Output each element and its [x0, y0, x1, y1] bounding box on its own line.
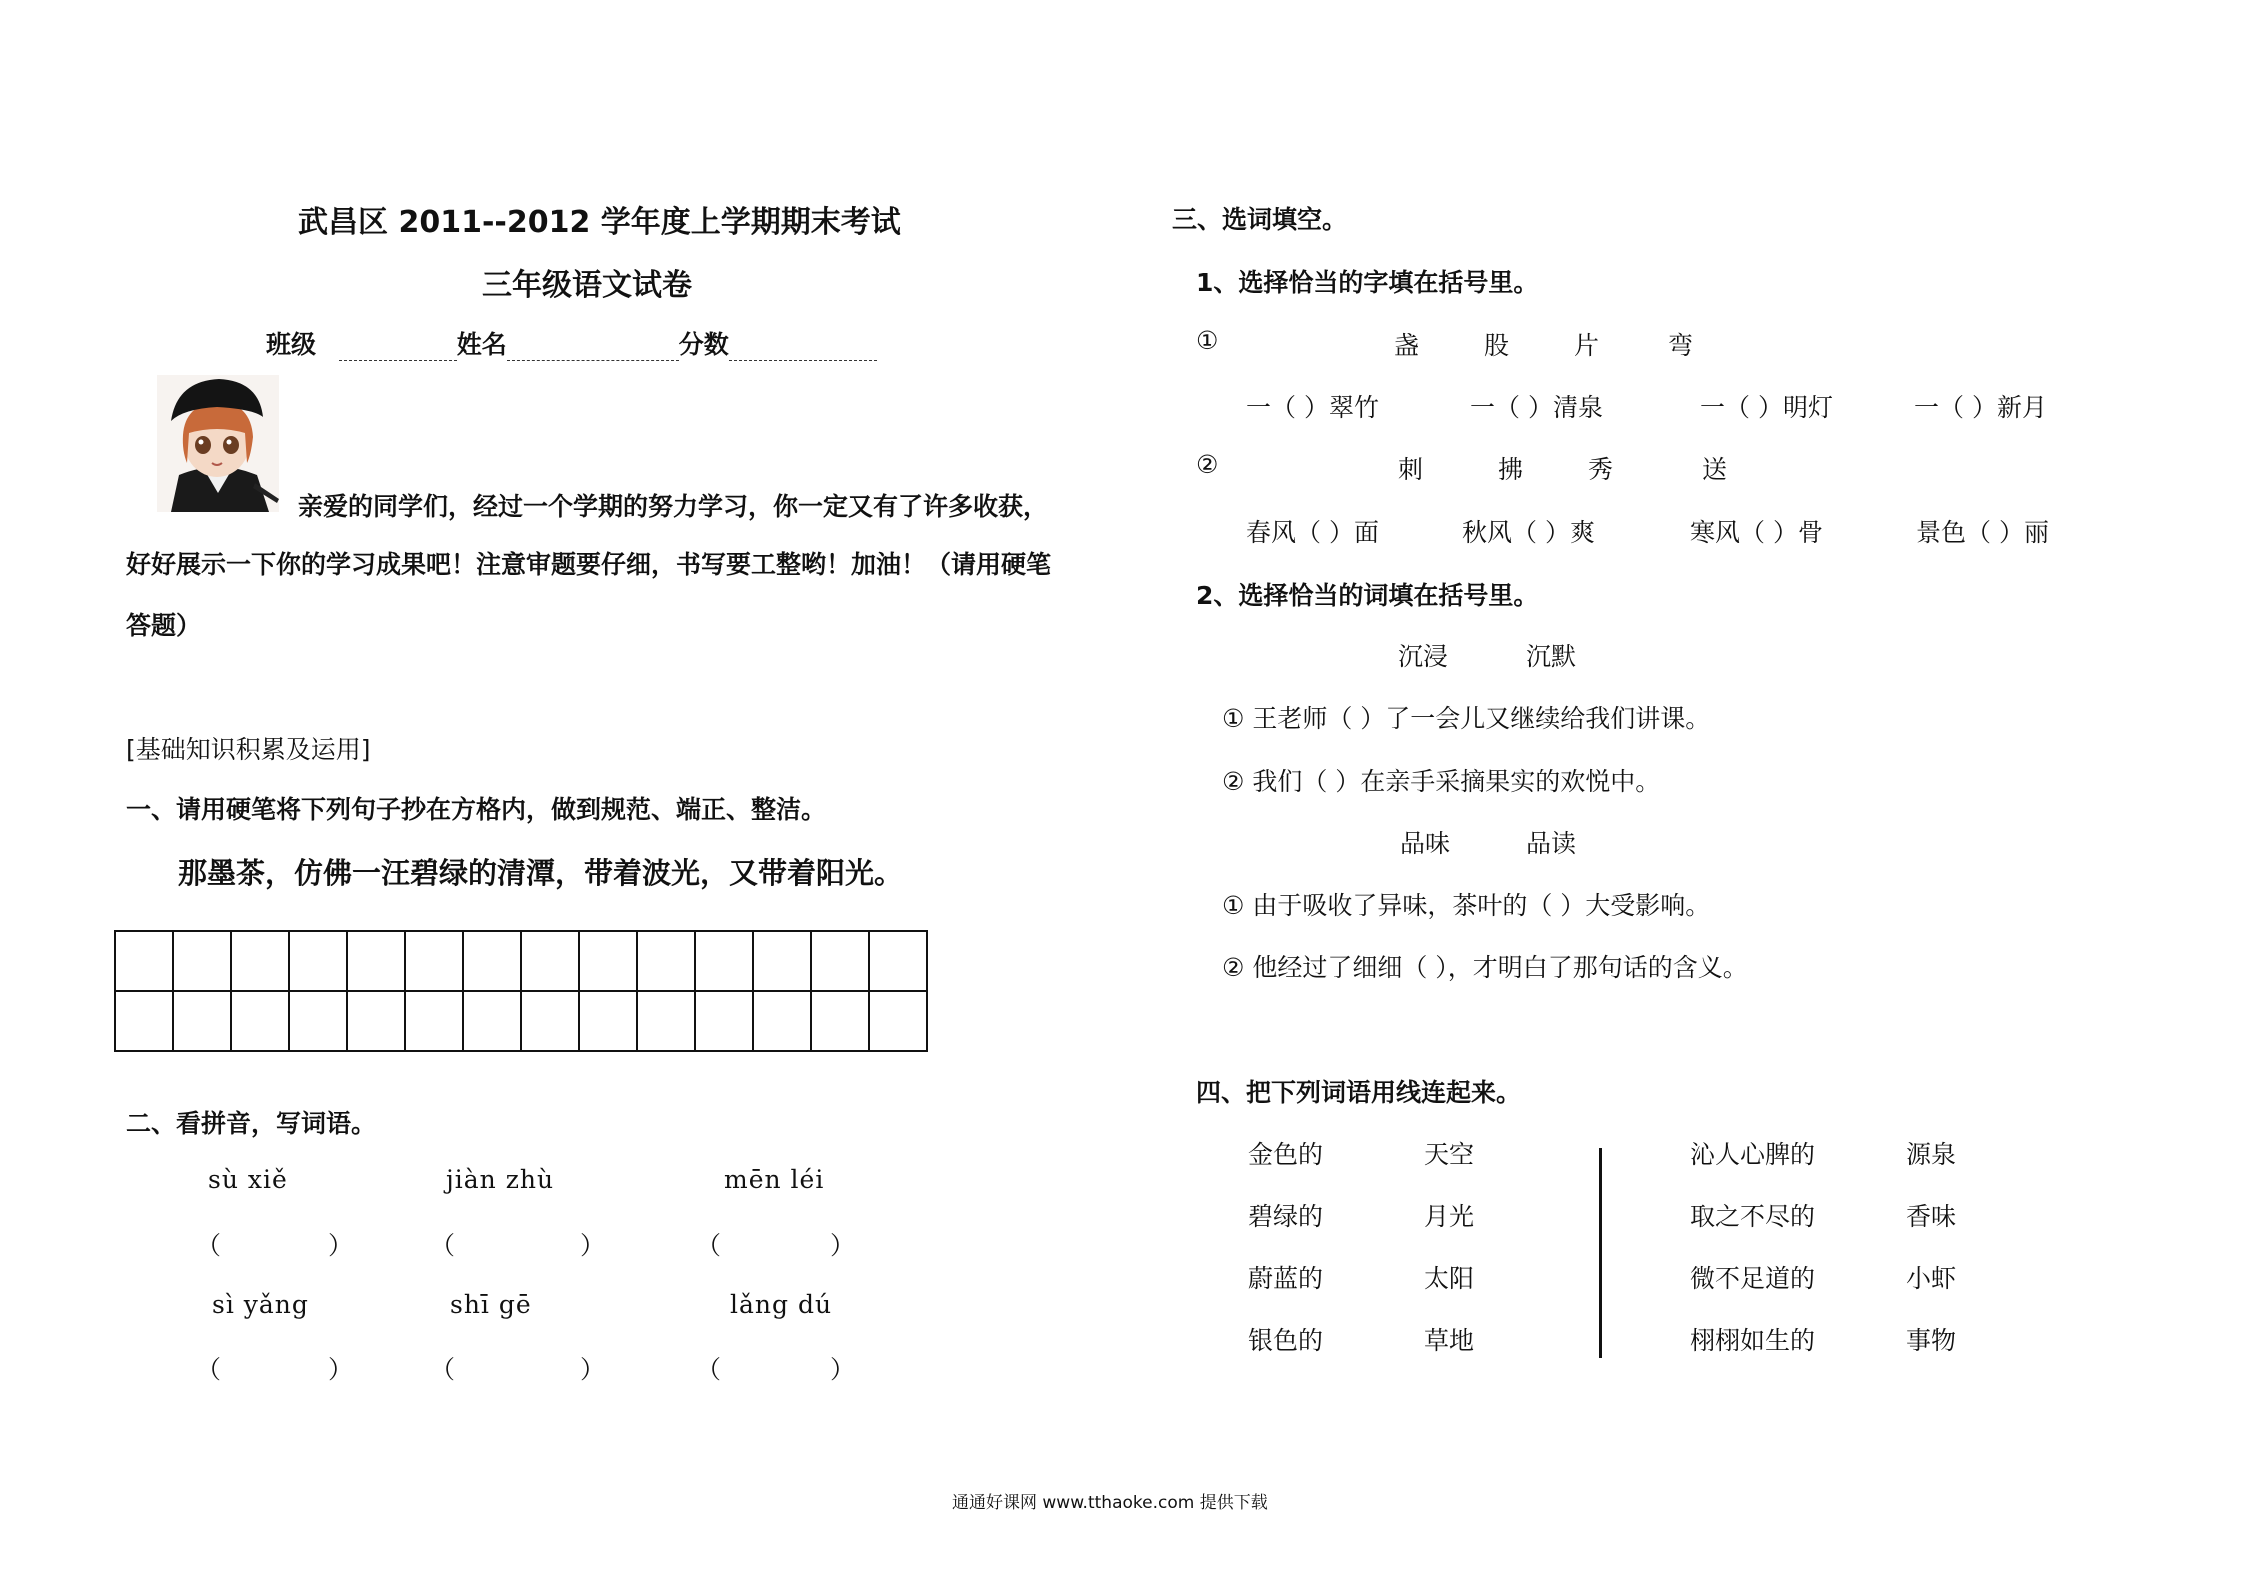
grid-cell[interactable] [869, 991, 927, 1051]
pinyin-4: sì yǎng [212, 1290, 309, 1319]
match-word[interactable]: 银色的 [1248, 1326, 1324, 1355]
pinyin-1: sù xiě [208, 1165, 288, 1194]
char-option: 弯 [1668, 331, 1694, 360]
answer-paren-close: ） [328, 1231, 354, 1260]
grid-cell[interactable] [579, 991, 637, 1051]
char-option: 片 [1574, 331, 1600, 360]
match-word[interactable]: 月光 [1424, 1202, 1475, 1231]
answer-paren-open[interactable]: （ [696, 1231, 722, 1260]
word-option: 沉浸 [1398, 642, 1449, 671]
answer-paren-open[interactable]: （ [196, 1355, 222, 1384]
score-blank[interactable] [729, 336, 877, 361]
column-divider [1599, 1148, 1602, 1358]
grid-cell[interactable] [115, 931, 173, 991]
answer-paren-open[interactable]: （ [196, 1231, 222, 1260]
grid-cell[interactable] [173, 991, 231, 1051]
intro-line-1: 亲爱的同学们，经过一个学期的努力学习，你一定又有了许多收获， [298, 492, 1049, 521]
q1-heading: 一、请用硬笔将下列句子抄在方格内，做到规范、端正、整洁。 [126, 795, 827, 824]
match-word[interactable]: 源泉 [1906, 1140, 1957, 1169]
grid-cell[interactable] [869, 931, 927, 991]
writing-grid[interactable] [114, 930, 928, 1052]
name-blank[interactable] [507, 336, 679, 361]
doll-photo [157, 375, 279, 512]
fill-sentence[interactable]: ② 我们（ ）在亲手采摘果实的欢悦中。 [1222, 767, 1661, 796]
score-label: 分数 [678, 330, 729, 359]
fill-item[interactable]: 一（ ）明灯 [1700, 393, 1833, 422]
grid-cell[interactable] [753, 931, 811, 991]
answer-paren-open[interactable]: （ [430, 1355, 456, 1384]
fill-sentence[interactable]: ② 他经过了细细（ ），才明白了那句话的含义。 [1222, 953, 1748, 982]
grid-cell[interactable] [289, 931, 347, 991]
answer-paren-close: ） [830, 1355, 856, 1384]
answer-paren-close: ） [328, 1355, 354, 1384]
word-option: 品味 [1400, 829, 1451, 858]
answer-paren-close: ） [830, 1231, 856, 1260]
fill-sentence[interactable]: ① 王老师（ ）了一会儿又继续给我们讲课。 [1222, 704, 1711, 733]
match-word[interactable]: 天空 [1424, 1140, 1475, 1169]
grid-cell[interactable] [521, 931, 579, 991]
answer-paren-close: ） [580, 1355, 606, 1384]
class-label: 班级 [266, 330, 317, 359]
grid-cell[interactable] [347, 991, 405, 1051]
grid-cell[interactable] [115, 991, 173, 1051]
match-word[interactable]: 事物 [1906, 1326, 1957, 1355]
q1-sentence: 那墨茶，仿佛一汪碧绿的清潭，带着波光，又带着阳光。 [178, 856, 904, 890]
grid-cell[interactable] [579, 931, 637, 991]
word-option: 品读 [1526, 829, 1577, 858]
char-option: 送 [1702, 455, 1728, 484]
q3-heading: 三、选词填空。 [1172, 205, 1348, 234]
group1-number: ① [1196, 326, 1219, 355]
grid-cell[interactable] [289, 991, 347, 1051]
answer-paren-close: ） [580, 1231, 606, 1260]
match-word[interactable]: 香味 [1906, 1202, 1957, 1231]
pinyin-2: jiàn zhù [446, 1165, 555, 1194]
match-word[interactable]: 小虾 [1906, 1264, 1957, 1293]
grid-cell[interactable] [811, 991, 869, 1051]
pinyin-6: lǎng dú [730, 1290, 833, 1319]
q2-heading: 二、看拼音，写词语。 [126, 1109, 377, 1138]
fill-item[interactable]: 一（ ）新月 [1914, 393, 2047, 422]
match-word[interactable]: 金色的 [1248, 1140, 1324, 1169]
fill-sentence[interactable]: ① 由于吸收了异味，茶叶的（ ）大受影响。 [1222, 891, 1711, 920]
q4-heading: 四、把下列词语用线连起来。 [1196, 1078, 1522, 1107]
char-option: 拂 [1498, 455, 1524, 484]
grid-cell[interactable] [463, 991, 521, 1051]
fill-item[interactable]: 一（ ）翠竹 [1246, 393, 1379, 422]
footer-credit: 通通好课网 www.tthaoke.com 提供下载 [952, 1493, 1268, 1513]
q3-sub2: 2、选择恰当的词填在括号里。 [1196, 581, 1539, 610]
match-word[interactable]: 栩栩如生的 [1690, 1326, 1816, 1355]
answer-paren-open[interactable]: （ [430, 1231, 456, 1260]
grid-cell[interactable] [231, 991, 289, 1051]
fill-item[interactable]: 寒风（ ）骨 [1690, 518, 1823, 547]
char-option: 盏 [1394, 331, 1420, 360]
fill-item[interactable]: 一（ ）清泉 [1470, 393, 1603, 422]
grid-cell[interactable] [231, 931, 289, 991]
group2-number: ② [1196, 450, 1219, 479]
pinyin-5: shī gē [450, 1290, 532, 1319]
answer-paren-open[interactable]: （ [696, 1355, 722, 1384]
intro-line-3: 答题） [126, 611, 202, 640]
char-option: 刺 [1398, 455, 1424, 484]
grid-cell[interactable] [753, 991, 811, 1051]
char-option: 秀 [1588, 455, 1614, 484]
grid-cell[interactable] [521, 991, 579, 1051]
grid-cell[interactable] [695, 931, 753, 991]
q3-sub1: 1、选择恰当的字填在括号里。 [1196, 268, 1539, 297]
match-word[interactable]: 沁人心脾的 [1690, 1140, 1816, 1169]
class-blank[interactable] [339, 336, 457, 361]
grid-cell[interactable] [405, 991, 463, 1051]
grid-cell[interactable] [695, 991, 753, 1051]
grid-cell[interactable] [405, 931, 463, 991]
grid-cell[interactable] [463, 931, 521, 991]
grid-cell[interactable] [173, 931, 231, 991]
intro-line-2: 好好展示一下你的学习成果吧！注意审题要仔细，书写要工整哟！加油！（请用硬笔 [126, 550, 1052, 579]
grid-row [115, 931, 927, 991]
fill-item[interactable]: 景色（ ）丽 [1916, 518, 2049, 547]
match-word[interactable]: 蔚蓝的 [1248, 1264, 1324, 1293]
char-option: 股 [1484, 331, 1510, 360]
grid-cell[interactable] [811, 931, 869, 991]
grid-cell[interactable] [637, 991, 695, 1051]
match-word[interactable]: 太阳 [1424, 1264, 1475, 1293]
fill-item[interactable]: 春风（ ）面 [1246, 518, 1379, 547]
pinyin-3: mēn léi [724, 1165, 825, 1194]
exam-subtitle: 三年级语文试卷 [482, 268, 692, 303]
info-line [266, 325, 877, 361]
grid-row [115, 991, 927, 1051]
section-label: [基础知识积累及运用] [126, 735, 371, 764]
match-word[interactable]: 碧绿的 [1248, 1202, 1324, 1231]
match-word[interactable]: 微不足道的 [1690, 1264, 1816, 1293]
name-label: 姓名 [456, 330, 507, 359]
word-option: 沉默 [1526, 642, 1577, 671]
match-word[interactable]: 草地 [1424, 1326, 1475, 1355]
fill-item[interactable]: 秋风（ ）爽 [1462, 518, 1595, 547]
exam-title: 武昌区 2011--2012 学年度上学期期末考试 [298, 205, 901, 240]
match-word[interactable]: 取之不尽的 [1690, 1202, 1816, 1231]
grid-cell[interactable] [347, 931, 405, 991]
grid-cell[interactable] [637, 931, 695, 991]
